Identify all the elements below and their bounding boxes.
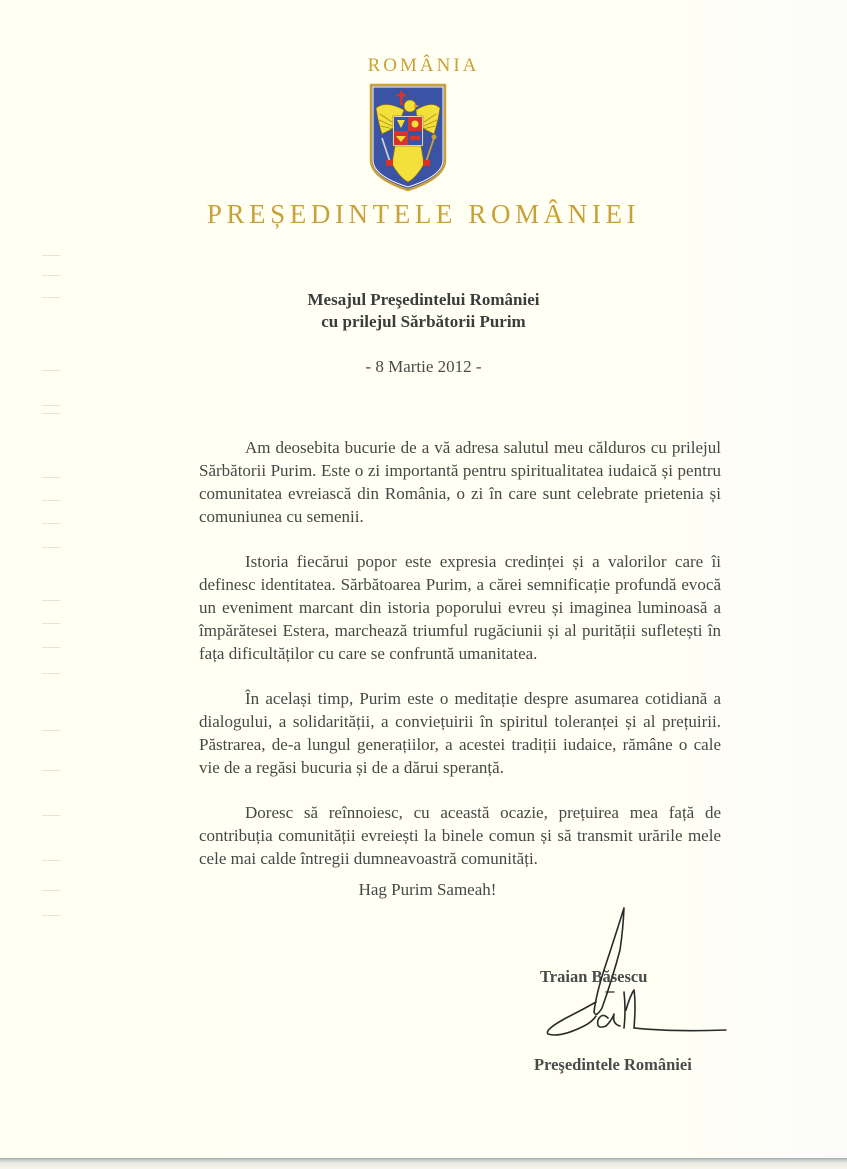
message-title-line-1: Mesajul Preşedintelui României: [307, 290, 540, 309]
message-paragraph-3: [199, 687, 721, 779]
message-paragraph-4: [199, 801, 721, 870]
message-title: [0, 289, 847, 333]
signer-title: Preşedintele României: [534, 1055, 692, 1074]
paragraph-text: Am deosebita bucurie de a vă adresa salutul meu călduros cu prilejul Sărbătorii Purim. Este o zi importantă pentru spiritualitatea iudaică și pentru comunitatea evreiască din România, o zi în care sunt celebrate prietenia și comuniunea cu semenii.: [199, 438, 721, 526]
message-paragraph-1: [199, 436, 721, 528]
message-date: - 8 Martie 2012 -: [365, 357, 482, 376]
paragraph-text: Doresc să reînnoiesc, cu această ocazie, prețuirea mea față de contribuția comunității evreiești la binele comun și să transmit urările mele cele mai calde întregii dumneavoastră comunități.: [199, 803, 721, 868]
message-title-line-2: cu prilejul Sărbătorii Purim: [321, 312, 526, 331]
coat-of-arms-icon: [368, 82, 448, 192]
scan-margin: [822, 0, 847, 1158]
message-paragraph-2: [199, 550, 721, 665]
letterhead-country: ROMÂNIA: [367, 55, 480, 76]
scan-bottom-edge: [0, 1158, 847, 1169]
letterhead-office: PREȘEDINTELE ROMÂNIEI: [206, 199, 641, 229]
closing-greeting: [0, 880, 847, 900]
paragraph-text: În același timp, Purim este o meditație despre asumarea cotidiană a dialogului, a solidarității, a conviețuirii în spiritul toleranței și al prețuirii. Păstrarea, de-a lungul generațiilor, a acestei tradiții iudaice, rămâne o cale vie de a regăsi bucuria și de a dărui speranță.: [199, 689, 721, 777]
paragraph-text: Istoria fiecărui popor este expresia credinței și a valorilor care îi definesc identitatea. Sărbătoarea Purim, a cărei semnificație profundă evocă un eveniment marcant din istoria poporului evreu și imaginea luminoasă a împărătesei Estera, marchează triumful rugăciunii și al purității sufletești în fața dificultăților cu care se confruntă umanitatea.: [199, 552, 721, 663]
signer-name: Traian Băsescu: [540, 967, 648, 986]
closing-text: Hag Purim Sameah!: [358, 880, 497, 899]
